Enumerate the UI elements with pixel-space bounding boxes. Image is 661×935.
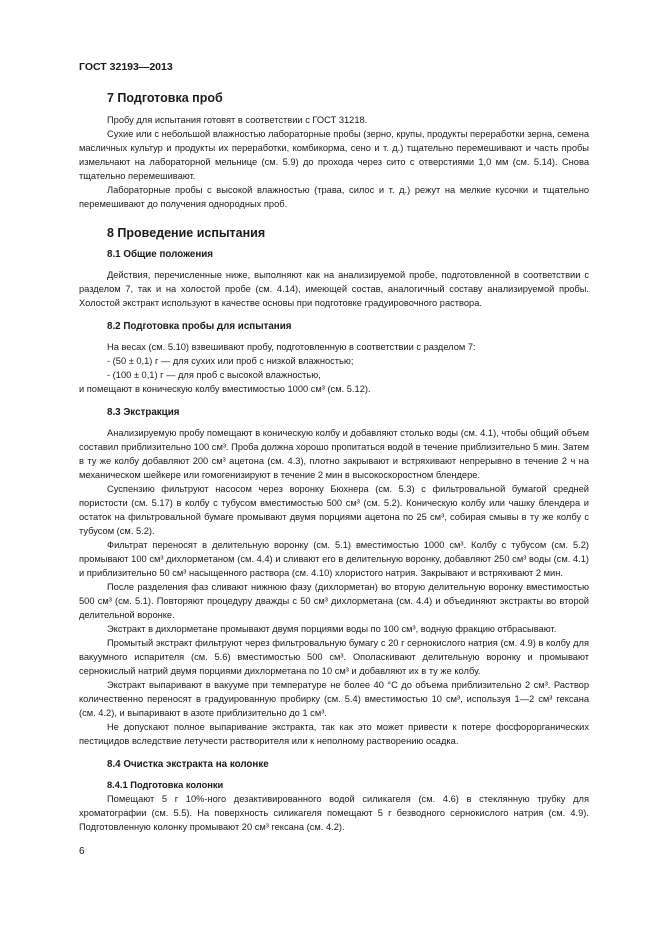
paragraph: Пробу для испытания готовят в соответствии с ГОСТ 31218. <box>107 115 368 125</box>
page-number: 6 <box>79 846 85 857</box>
paragraph: Анализируемую пробу помещают в коническую колбу и добавляют столько воды (см. 4.1), чтобы общий объем составил приблизительно 100 см³. Проба должна хорошо пропитаться водой в течение приблизительно 5 мин. Затем в ту же колбу добавляют 200 см³ ацетона (см. 4.3), плотно закрывают и встряхивают непрерывно в течение 2 ч на механическом шейкере или гомогенизируют в течение 2 мин в высокоскоростном блендере. <box>79 428 589 480</box>
list-item: - (50 ± 0,1) г — для сухих или проб с низкой влажностью; <box>107 356 354 366</box>
section-7-title: 7 Подготовка проб <box>107 91 223 105</box>
paragraph: Суспензию фильтруют насосом через воронку Бюхнера (см. 5.3) с фильтровальной бумагой средней пористости (см. 5.17) в колбу с тубусом вместимостью 500 см³ (см. 5.2). Коническую колбу или чашку блендера и остаток на фильтровальной бумаге промывают двумя порциями ацетона по 25 см³, собирая смывы в ту же колбу с тубусом (см. 5.2). <box>79 484 589 536</box>
list-item: - (100 ± 0,1) г — для проб с высокой влажностью, <box>107 370 321 380</box>
section-8-title: 8 Проведение испытания <box>107 226 266 240</box>
subsection-8-2-title: 8.2 Подготовка пробы для испытания <box>107 321 292 332</box>
paragraph: Промытый экстракт фильтруют через фильтровальную бумагу с 20 г сернокислого натрия (см. 4.9) в колбу для вакуумного испарителя (см. 5.6) вместимостью 500 см³. Ополаскивают делительную воронку и промывают сернокислый натрий двумя порциями дихлорметана по 10 см³ и добавляют их в ту же колбу. <box>79 638 589 676</box>
paragraph: Действия, перечисленные ниже, выполняют как на анализируемой пробе, подготовленной в соответствии с разделом 7, так и на холостой пробе (см. 4.14), имеющей состав, аналогичный составу анализируемой пробы. Холостой экстракт используют в качестве основы при подготовке градуировочного раствора. <box>79 270 589 308</box>
document-body <box>79 90 589 834</box>
paragraph: Экстракт в дихлорметане промывают двумя порциями воды по 100 см³, водную фракцию отбрасывают. <box>107 624 557 634</box>
paragraph: После разделения фаз сливают нижнюю фазу (дихлорметан) во вторую делительную воронку вместимостью 500 см³ (см. 5.1). Повторяют процедуру дважды с 50 см³ дихлорметана (см. 4.4) и объединяют экстракты во второй делительной воронке. <box>79 582 589 620</box>
paragraph: Не допускают полное выпаривание экстракта, так как это может привести к потере фосфорорганических пестицидов вследствие летучести растворителя или к неполному растворению осадка. <box>79 722 589 746</box>
paragraph: Сухие или с небольшой влажностью лабораторные пробы (зерно, крупы, продукты переработки зерна, семена масличных культур и продукты их переработки, комбикорма, сено и т. д.) тщательно перемешивают и часть пробы измельчают на лабораторной мельнице (см. 5.9) до прохода через сито с отверстиями 1,0 мм (см. 5.14). Снова тщательно перемешивают. <box>79 129 589 181</box>
paragraph: Фильтрат переносят в делительную воронку (см. 5.1) вместимостью 1000 см³. Колбу с тубусом (см. 5.2) промывают 100 см³ дихлорметаном (см. 4.4) и сливают его в делительную воронку, добавляют 250 см³ воды (см. 4.1) и приблизительно 50 см³ насыщенного раствора (см. 4.10) хлористого натрия. Закрывают и встряхивают 2 мин. <box>79 540 589 578</box>
subsection-8-4-title: 8.4 Очистка экстракта на колонке <box>107 759 269 770</box>
paragraph: Экстракт выпаривают в вакууме при температуре не более 40 °С до объема приблизительно 2 см³. Раствор количественно переносят в градуированную пробирку (см. 5.4) вместимостью 10 см³, используя 1—2 см³ гексана (см. 4.2), и выпаривают в азоте приблизительно до 1 см³. <box>79 680 589 718</box>
paragraph: На весах (см. 5.10) взвешивают пробу, подготовленную в соответствии с разделом 7: <box>107 342 476 352</box>
subsection-8-3-title: 8.3 Экстракция <box>107 407 180 418</box>
paragraph: Лабораторные пробы с высокой влажностью (трава, силос и т. д.) режут на мелкие кусочки и тщательно перемешивают до получения однородных проб. <box>79 185 589 209</box>
document-header: ГОСТ 32193—2013 <box>79 61 173 73</box>
paragraph: Помещают 5 г 10%-ного дезактивированного водой силикагеля (см. 4.6) в стеклянную трубку для хроматографии (см. 5.5). На поверхность силикагеля помещают 5 г безводного сернокислого натрия (см. 4.9). Подготовленную колонку промывают 20 см³ гексана (см. 4.2). <box>79 794 589 832</box>
subsection-8-4-1-title: 8.4.1 Подготовка колонки <box>107 780 224 790</box>
paragraph: и помещают в коническую колбу вместимостью 1000 см³ (см. 5.12). <box>79 384 371 394</box>
subsection-8-1-title: 8.1 Общие положения <box>107 249 214 260</box>
